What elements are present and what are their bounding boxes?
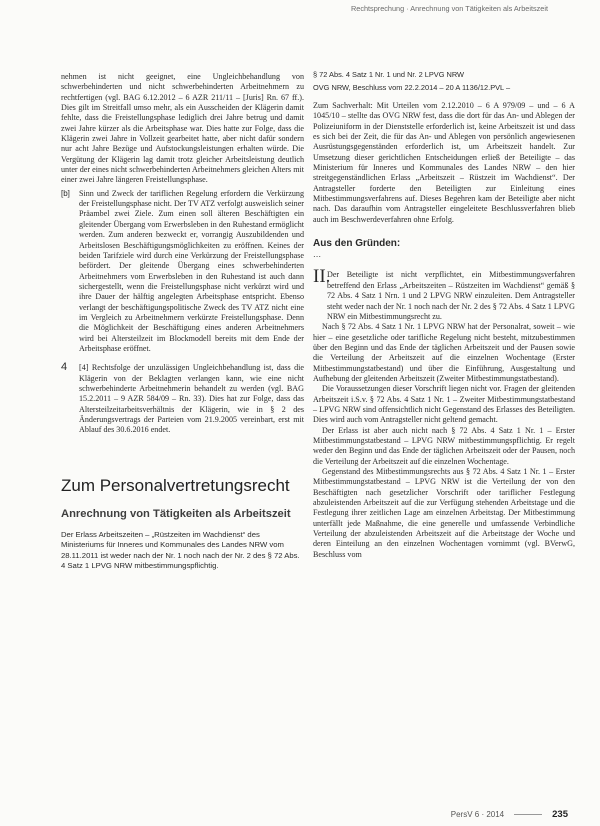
section-title: Zum Personalvertretungsrecht	[61, 475, 290, 495]
reasons-paragraph: Der Erlass ist aber auch nicht nach § 72 Abs. 4 Satz 1 Nr. 1 – Erster Mitbestimmungstatbestand – LPVG NRW mitbestimmungspflichtig. Er regelt weder den Beginn und das Ende der täglichen Arbeitszeit oder der Pausen, noch die Verteilung der Arbeitszeit auf die einzelnen Wochentage.	[313, 425, 575, 466]
footer-divider	[514, 814, 542, 815]
page-footer	[451, 809, 568, 820]
reasons-paragraph-ii	[313, 266, 575, 322]
reasons-subhead: Aus den Gründen:	[313, 238, 401, 250]
ellipsis: …	[313, 250, 322, 260]
paragraph-4-text: [4] Rechtsfolge der unzulässigen Ungleichbehandlung ist, dass die Klägerin von der Beklagten verlangen kann, wie eine nicht schwerbehinderte Arbeitnehmerin behandelt zu werden (vgl. BAG 15.2.2011 – 9 AZR 584/09 – Rn. 33). Dies hat zur Folge, dass das Altersteilzeitarbeitsverhältnis der Klägerin, wie in § 2 des Änderungsvertrags der Parteien vom 21.9.2005 vereinbart, erst mit Ablauf des 30.6.2016 endet.	[79, 363, 304, 435]
running-head: Rechtsprechung · Anrechnung von Tätigkeiten als Arbeitszeit	[351, 4, 548, 13]
citation-statute: § 72 Abs. 4 Satz 1 Nr. 1 und Nr. 2 LPVG NRW	[313, 70, 465, 79]
paragraph-b-text: Sinn und Zweck der tariflichen Regelung erfordern die Verkürzung der Freistellungsphase nicht. Der TV ATZ verfolgt ausweislich seiner Präambel zwei Ziele. Zum einen soll älteren Beschäftigten ein gleitender Übergang vom Erwerbsleben in den Ruhestand ermöglicht werden. Zum anderen bezweckt er, vorrangig Auszubildenden und Arbeitslosen Beschäftigungsmöglichkeiten zu eröffnen. Keines der beiden Tarifziele wird durch eine Verkürzung der Freistellungsphase befördert. Der gleitende Übergang eines schwerbehinderten Arbeitnehmers vom Erwerbsleben in den Ruhestand ist auch dann sichergestellt, wenn die Freistellungsphase nicht verkürzt wird und ihre Dauer der hälftig angelegten Arbeitsphase entspricht. Ebenso verlangt der beschäftigungspolitische Zweck des TV ATZ nicht eine im Vergleich zu Arbeitnehmern verkürzte Freistellungsphase. Denn die Möglichkeit der Beschäftigung eines anderen Arbeitnehmers wird bei Altersteilzeit im Blockmodell bereits mit dem Ende der Arbeitsphase eröffnet.	[79, 188, 304, 353]
right-column	[313, 70, 575, 560]
paragraph-4	[61, 363, 304, 435]
reasons-paragraph: Die Voraussetzungen dieser Vorschrift liegen nicht vor. Fragen der gleitenden Arbeitszeit i.S.v. § 72 Abs. 4 Satz 1 Nr. 1 – Zweiter Mitbestimmungstatbestand – LPVG NRW sind offensichtlich nicht Gegenstand des Erlasses des Beteiligten. Dies wird auch vom Antragsteller nicht geltend gemacht.	[313, 384, 575, 425]
journal-issue: PersV 6 · 2014	[450, 810, 505, 819]
article-lede: Der Erlass Arbeitszeiten – „Rüstzeiten im Wachdienst“ des Ministeriums für Inneres und Kommunales des Landes NRW vom 28.11.2011 ist weder nach der Nr. 1 noch nach der Nr. 2 des § 72 Abs. 4 Satz 1 LPVG NRW mitbestimmungspflichtig.	[61, 530, 300, 570]
paragraph-b	[61, 189, 304, 355]
section-numeral: II.	[313, 266, 331, 288]
paragraph-continuation: nehmen ist nicht geeignet, eine Ungleichbehandlung von schwerbehinderten und nicht schwerbehinderten Arbeitnehmern zu rechtfertigen (vgl. BAG 6.12.2012 – 6 AZR 211/11 – [Juris] Rn. 67 ff.). Dies gilt im Streitfall umso mehr, als ein Ausscheiden der Klägerin damit fehlte, dass die Freistellungsphase lediglich drei Jahre betrug und damit zwei Jahre kürzer als die Arbeitsphase war. Dies hatte zur Folge, dass die Klägerin zwei Jahre in Vollzeit gearbeitet hatte, aber nicht dafür sondern nur acht Jahre Bezüge und Aufstockungsleistungen erhalten würde. Die Vergütung der Klägerin lag damit trotz gleicher Arbeitsleistung deutlich unter der eines nicht schwerbehinderten Arbeitnehmers gleichen Alters mit einer zwei Jahre längeren Freistellungsphase.	[61, 72, 304, 185]
paragraph-number: 4	[61, 361, 68, 374]
page-number: 235	[552, 809, 568, 820]
left-column	[61, 72, 304, 571]
citation-decision: OVG NRW, Beschluss vom 22.2.2014 – 20 A 1136/12.PVL –	[313, 83, 511, 92]
facts-paragraph: Zum Sachverhalt: Mit Urteilen vom 2.12.2010 – 6 A 979/09 – und – 6 A 1045/10 – stellte das OVG NRW fest, dass die dort für das An- und Ablegen der Polizeiuniform in der Dienststelle erforderlich ist, keine Arbeitszeit ist und dass es sich bei der Zeit, die für das An- und Ablegen von persönlich angewiesenen Ausrüstungsgegenständen erforderlich ist, um Arbeitszeit handelt. Zur Umsetzung dieser gerichtlichen Entscheidungen erließ der Beteiligte – das Ministerium für Inneres und Kommunales des Landes NRW – den hier streitgegenständlichen Erlass „Arbeitszeit – Rüstzeit im Wachdienst“. Der Antragsteller forderte den Beteiligten zur Einleitung eines Mitbestimmungsverfahrens auf. Dieses Begehren kam der Beteiligte aber nicht nach. Das daraufhin vom Antragsteller eingeleitete Beschlussverfahren blieb auch im Beschwerdeverfahren ohne Erfolg.	[313, 101, 575, 224]
article-title: Anrechnung von Tätigkeiten als Arbeitszeit	[61, 507, 291, 520]
paragraph-number: [b]	[61, 188, 70, 198]
reasons-paragraph-ii-text: Der Beteiligte ist nicht verpflichtet, ein Mitbestimmungsverfahren betreffend den Erlass „Arbeitszeiten – Rüstzeiten im Wachdienst“ gemäß § 72 Abs. 4 Satz 1 Nrn. 1 und 2 LPVG NRW einzuleiten. Dem Antragsteller steht weder nach der Nr. 1 noch nach der Nr. 2 des § 72 Abs. 4 Satz 1 LPVG NRW ein Mitbestimmungsrecht zu.	[327, 270, 575, 321]
reasons-paragraph: Gegenstand des Mitbestimmungsrechts aus § 72 Abs. 4 Satz 1 Nr. 1 – Erster Mitbestimmungstatbestand – LPVG NRW ist die Verteilung der von den Beschäftigten nach gesetzlicher Vorschrift oder tariflicher Festlegung abzuleistenden Arbeitszeit auf die zur Verfügung stehenden Arbeitstage und die Festlegung ihrer zeitlichen Lage am einzelnen Arbeitstag. Der Mitbestimmung unterfällt jede Maßnahme, die eine generelle und umfassende Verbindliche Verteilung der abzuleistenden Arbeitszeit auf die Arbeitstage der Woche und deren Einteilung an den einzelnen Wochentagen vornimmt (vgl. BVerwG, Beschluss vom	[313, 467, 575, 559]
reasons-paragraph: Nach § 72 Abs. 4 Satz 1 Nr. 1 LPVG NRW hat der Personalrat, soweit – wie hier – eine gesetzliche oder tarifliche Regelung nicht besteht, mitzubestimmen über den Beginn und das Ende der täglichen Arbeitszeit und der Pausen sowie die Verteilung der Arbeitszeit auf die einzelnen Wochentage (Erster Mitbestimmungstatbestand) und über die Einführung, Ausgestaltung und Aufhebung der gleitenden Arbeitszeit (Zweiter Mitbestimmungstatbestand).	[313, 322, 575, 383]
